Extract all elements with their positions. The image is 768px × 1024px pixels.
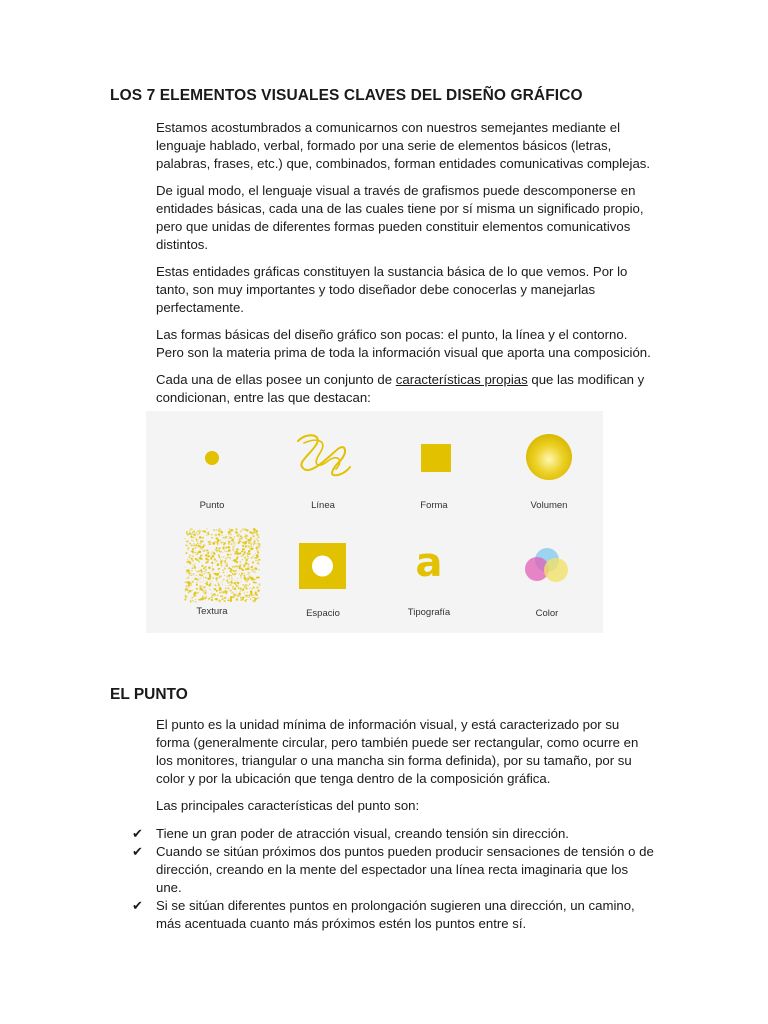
label-color: Color	[535, 608, 559, 619]
list-item-text: Si se sitúan diferentes puntos en prolongación sugieren una dirección, un camino, más acentuada cuanto más próximos estén los puntos entre sí.	[156, 898, 635, 931]
intro-paragraph-5-start: Cada una de ellas posee un conjunto de	[156, 372, 396, 387]
label-espacio: Espacio	[306, 608, 340, 619]
label-tipografia: Tipografía	[407, 607, 451, 618]
texture-icon	[157, 519, 267, 604]
intro-paragraph-5-end: que las modifican y condicionan, entre las que destacan:	[156, 372, 645, 405]
label-textura: Textura	[196, 606, 228, 617]
punto-paragraph-1: El punto es la unidad mínima de información visual, y está caracterizado por su forma (generalmente circular, pero también puede ser rectangular, como ocurre en los monitores, triangular o una mancha sin forma definida), por su tamaño, por su color y por la ubicación que tenga dentro de la composición gráfica.	[156, 717, 639, 786]
check-icon: ✔	[132, 898, 143, 913]
list-item-text: Tiene un gran poder de atracción visual, creando tensión sin dirección.	[156, 826, 569, 841]
intro-paragraph-5	[156, 371, 656, 407]
intro-paragraph-3: Estas entidades gráficas constituyen la sustancia básica de lo que vemos. Por lo tanto, son muy importantes y todo diseñador debe conocerlas y manejarlas perfectamente.	[156, 264, 628, 315]
check-icon: ✔	[132, 844, 143, 859]
label-punto: Punto	[199, 500, 225, 511]
list-item	[132, 825, 656, 843]
list-item	[132, 843, 656, 897]
section-title-el-punto: EL PUNTO	[110, 686, 188, 703]
document-title: LOS 7 ELEMENTOS VISUALES CLAVES DEL DISEÑO GRÁFICO	[110, 87, 583, 104]
color-circles-icon	[492, 519, 602, 604]
squiggle-line-icon	[268, 411, 378, 491]
dot-icon	[157, 411, 267, 491]
label-volumen: Volumen	[530, 500, 568, 511]
typography-glyph: a	[415, 540, 443, 586]
label-linea: Línea	[311, 500, 335, 511]
sphere-icon	[494, 411, 604, 491]
punto-section	[132, 716, 656, 933]
list-item	[132, 897, 656, 933]
intro-section	[156, 119, 656, 416]
list-item-text: Cuando se sitúan próximos dos puntos pueden producir sensaciones de tensión o de dirección, creando en la mente del espectador una línea recta imaginaria que los une.	[156, 844, 654, 895]
label-forma: Forma	[420, 500, 448, 511]
punto-paragraph-2: Las principales características del punto son:	[156, 798, 420, 813]
intro-paragraph-2: De igual modo, el lenguaje visual a través de grafismos puede descomponerse en entidades básicas, cada una de las cuales tiene por sí misma un significado propio, pero que unidas de diferentes formas pueden constituir elementos comunicativos distintos.	[156, 183, 644, 252]
caracteristicas-link[interactable]: características propias	[395, 372, 528, 387]
punto-characteristics-list	[132, 825, 656, 933]
space-icon	[268, 519, 378, 604]
intro-paragraph-4: Las formas básicas del diseño gráfico son pocas: el punto, la línea y el contorno. Pero son la materia prima de toda la información visual que aporta una composición.	[156, 327, 651, 360]
square-icon	[379, 411, 489, 491]
visual-elements-figure	[146, 411, 603, 633]
check-icon: ✔	[132, 826, 143, 841]
intro-paragraph-1: Estamos acostumbrados a comunicarnos con nuestros semejantes mediante el lenguaje hablado, verbal, formado por una serie de elementos básicos (letras, palabras, frases, etc.) que, combinados, forman entidades comunicativas complejas.	[156, 120, 651, 171]
